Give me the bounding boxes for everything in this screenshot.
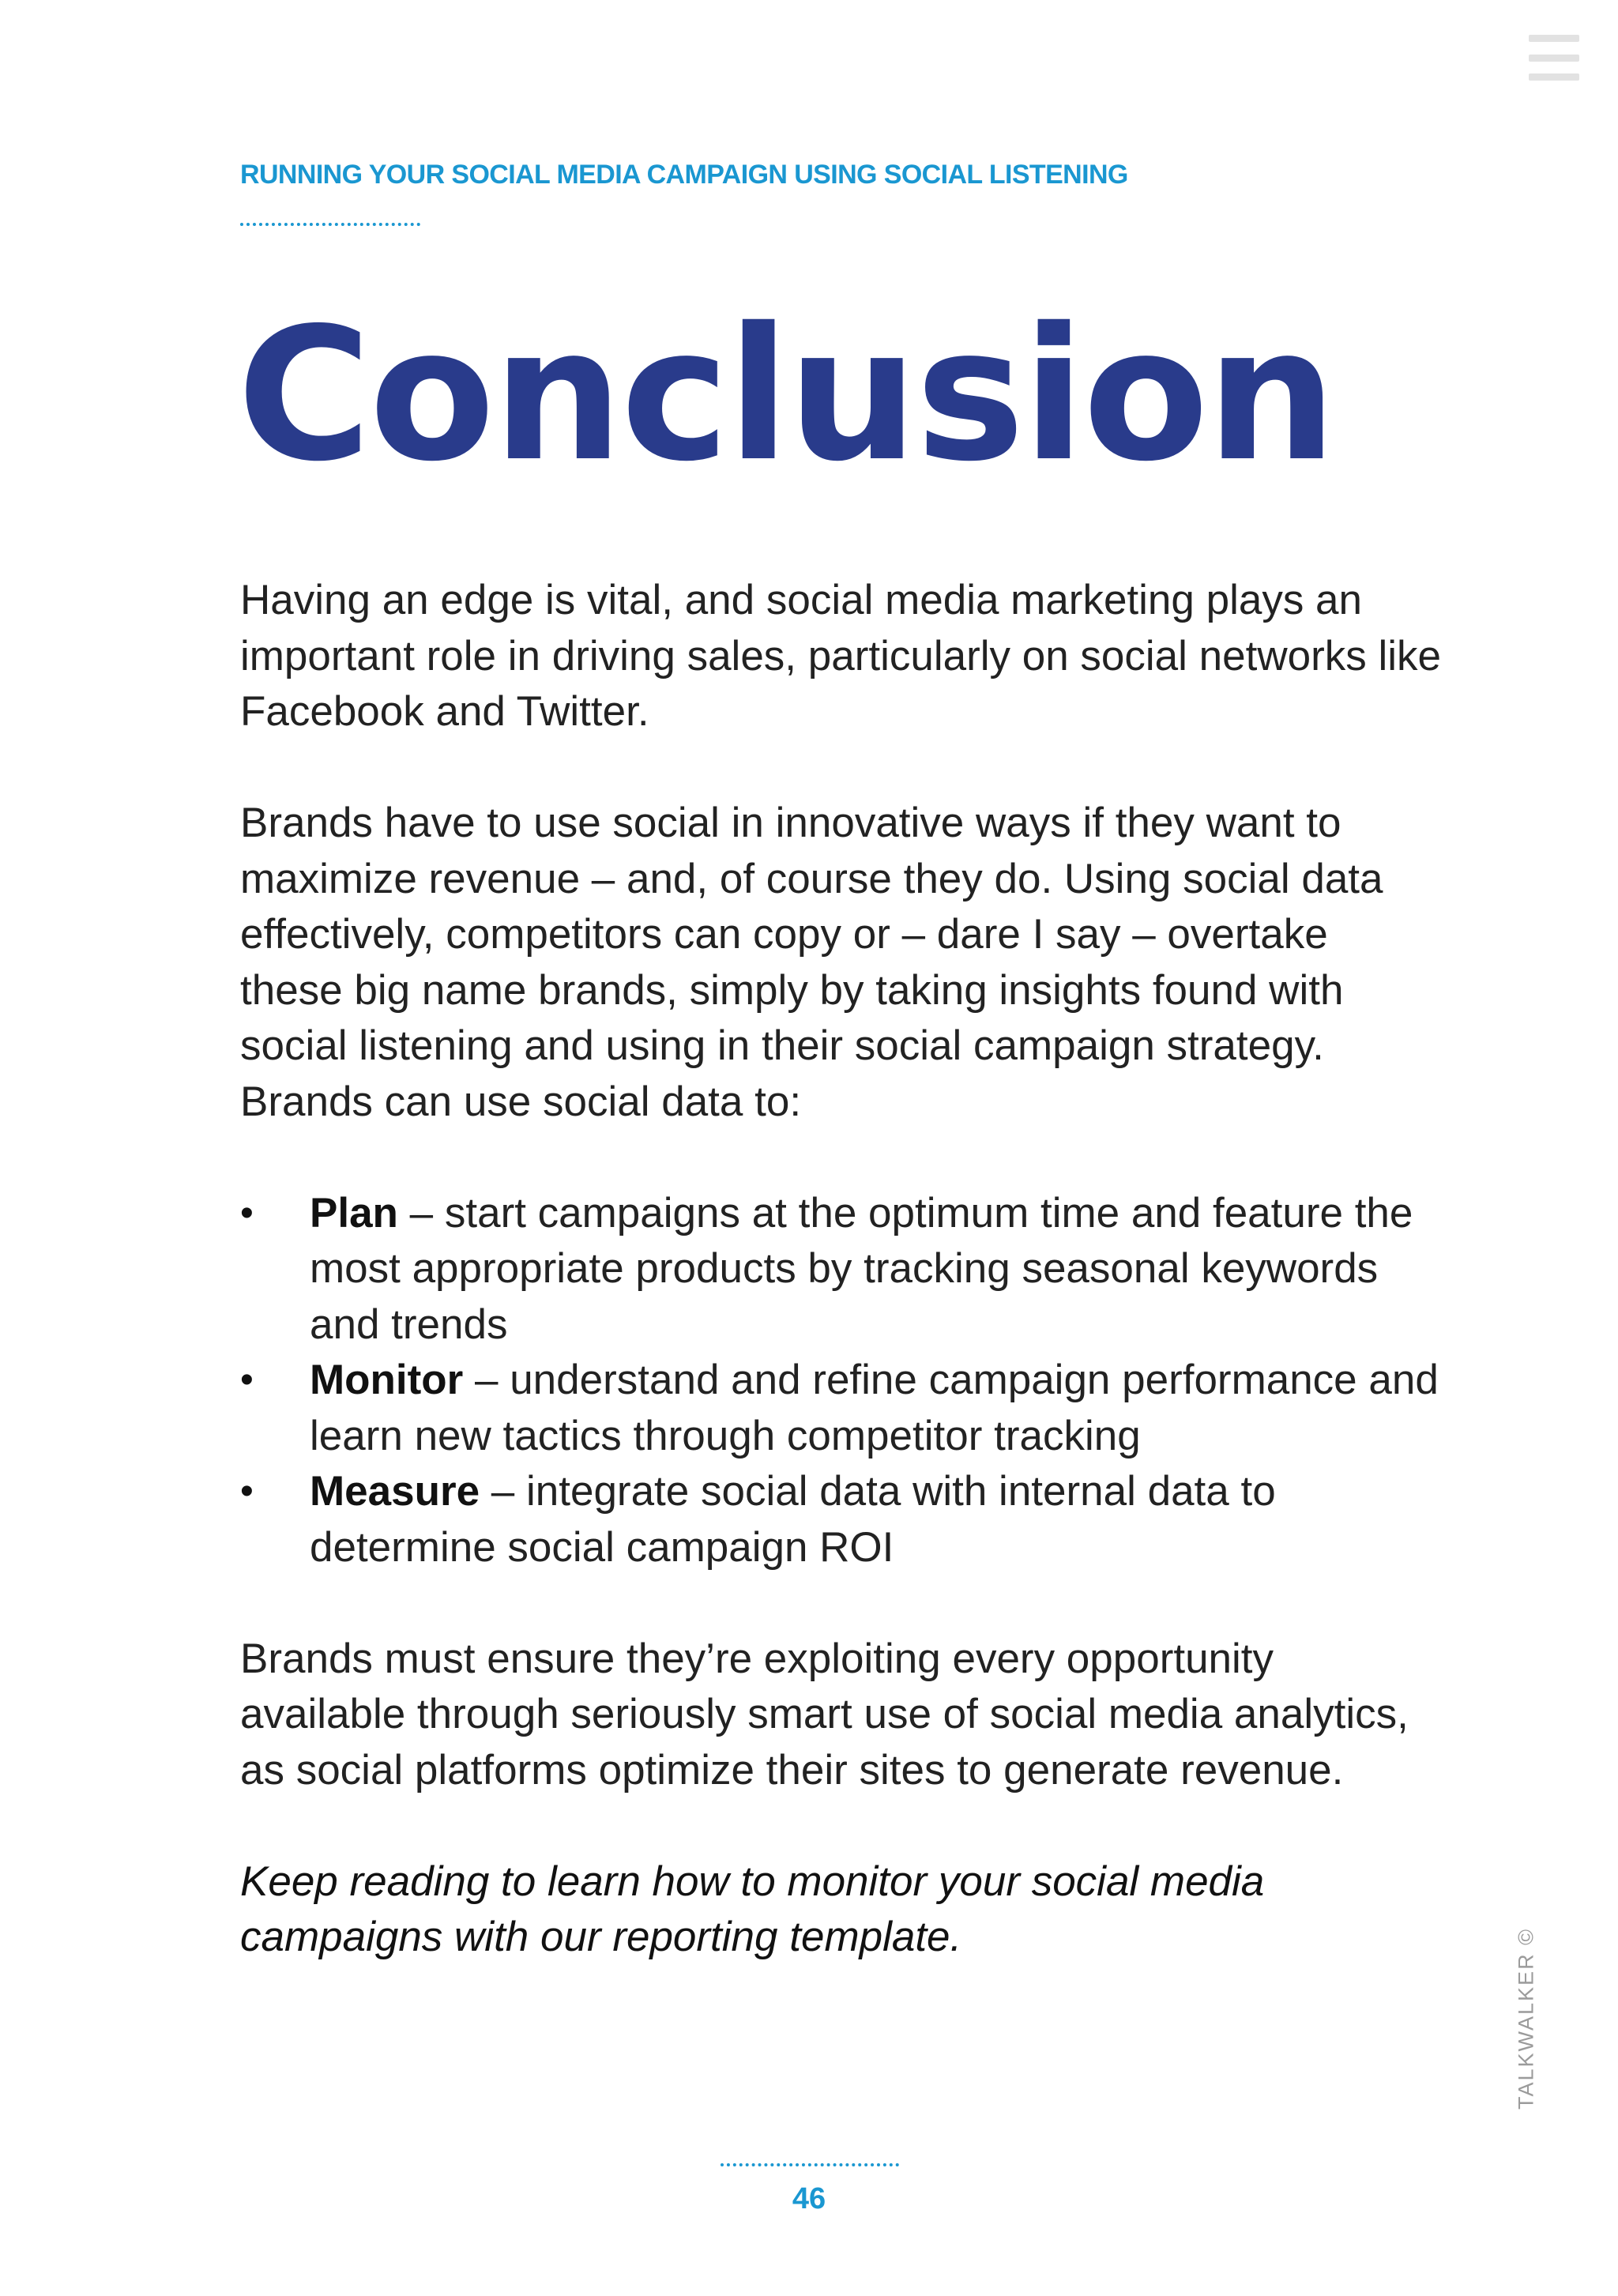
hamburger-menu-icon[interactable] <box>1529 35 1579 81</box>
header-dotted-divider <box>240 223 420 226</box>
call-to-action: Keep reading to learn how to monitor your social media campaigns with our reporting template. <box>240 1858 1265 1960</box>
brands-paragraph: Brands have to use social in innovative ways if they want to maximize revenue – and, of course they do. Using social data effectively, competitors can copy or – dare I say – overtake these big name brands, simply by taking insights found with social listening and using in their social campaign strategy. Brands can use social data to: <box>240 800 1383 1125</box>
copyright-watermark: TALKWALKER © <box>1514 1928 1538 2110</box>
list-item <box>240 1186 1441 1353</box>
list-item-term: Plan <box>310 1189 398 1236</box>
footer-dotted-divider <box>721 2163 899 2166</box>
menu-bar-bottom <box>1529 73 1579 81</box>
social-data-uses-list <box>240 1186 1441 1576</box>
list-item <box>240 1353 1441 1464</box>
article-body <box>240 573 1441 2021</box>
intro-paragraph: Having an edge is vital, and social media marketing plays an important role in driving sales, particularly on social networks like Facebook and Twitter. <box>240 577 1441 735</box>
bullet-point: • <box>240 1359 254 1401</box>
menu-bar-middle <box>1529 55 1579 62</box>
list-item-term: Monitor <box>310 1357 464 1403</box>
section-header: RUNNING YOUR SOCIAL MEDIA CAMPAIGN USING SOCIAL LISTENING <box>240 160 1128 190</box>
page-number: 46 <box>792 2182 826 2215</box>
menu-bar-top <box>1529 35 1579 42</box>
page-title: Conclusion <box>237 288 1335 502</box>
list-item-text: – integrate social data with internal data to determine social campaign ROI <box>310 1468 1276 1571</box>
bullet-point: • <box>240 1470 254 1512</box>
analytics-paragraph: Brands must ensure they’re exploiting every opportunity available through seriously smart use of social media analytics, as social platforms optimize their sites to generate revenue. <box>240 1635 1409 1794</box>
list-item-text: – start campaigns at the optimum time and feature the most appropriate products by tracking seasonal keywords and trends <box>310 1189 1413 1348</box>
bullet-point: • <box>240 1191 254 1234</box>
list-item <box>240 1464 1441 1575</box>
list-item-text: – understand and refine campaign performance and learn new tactics through competitor tracking <box>310 1357 1439 1459</box>
list-item-term: Measure <box>310 1468 480 1515</box>
